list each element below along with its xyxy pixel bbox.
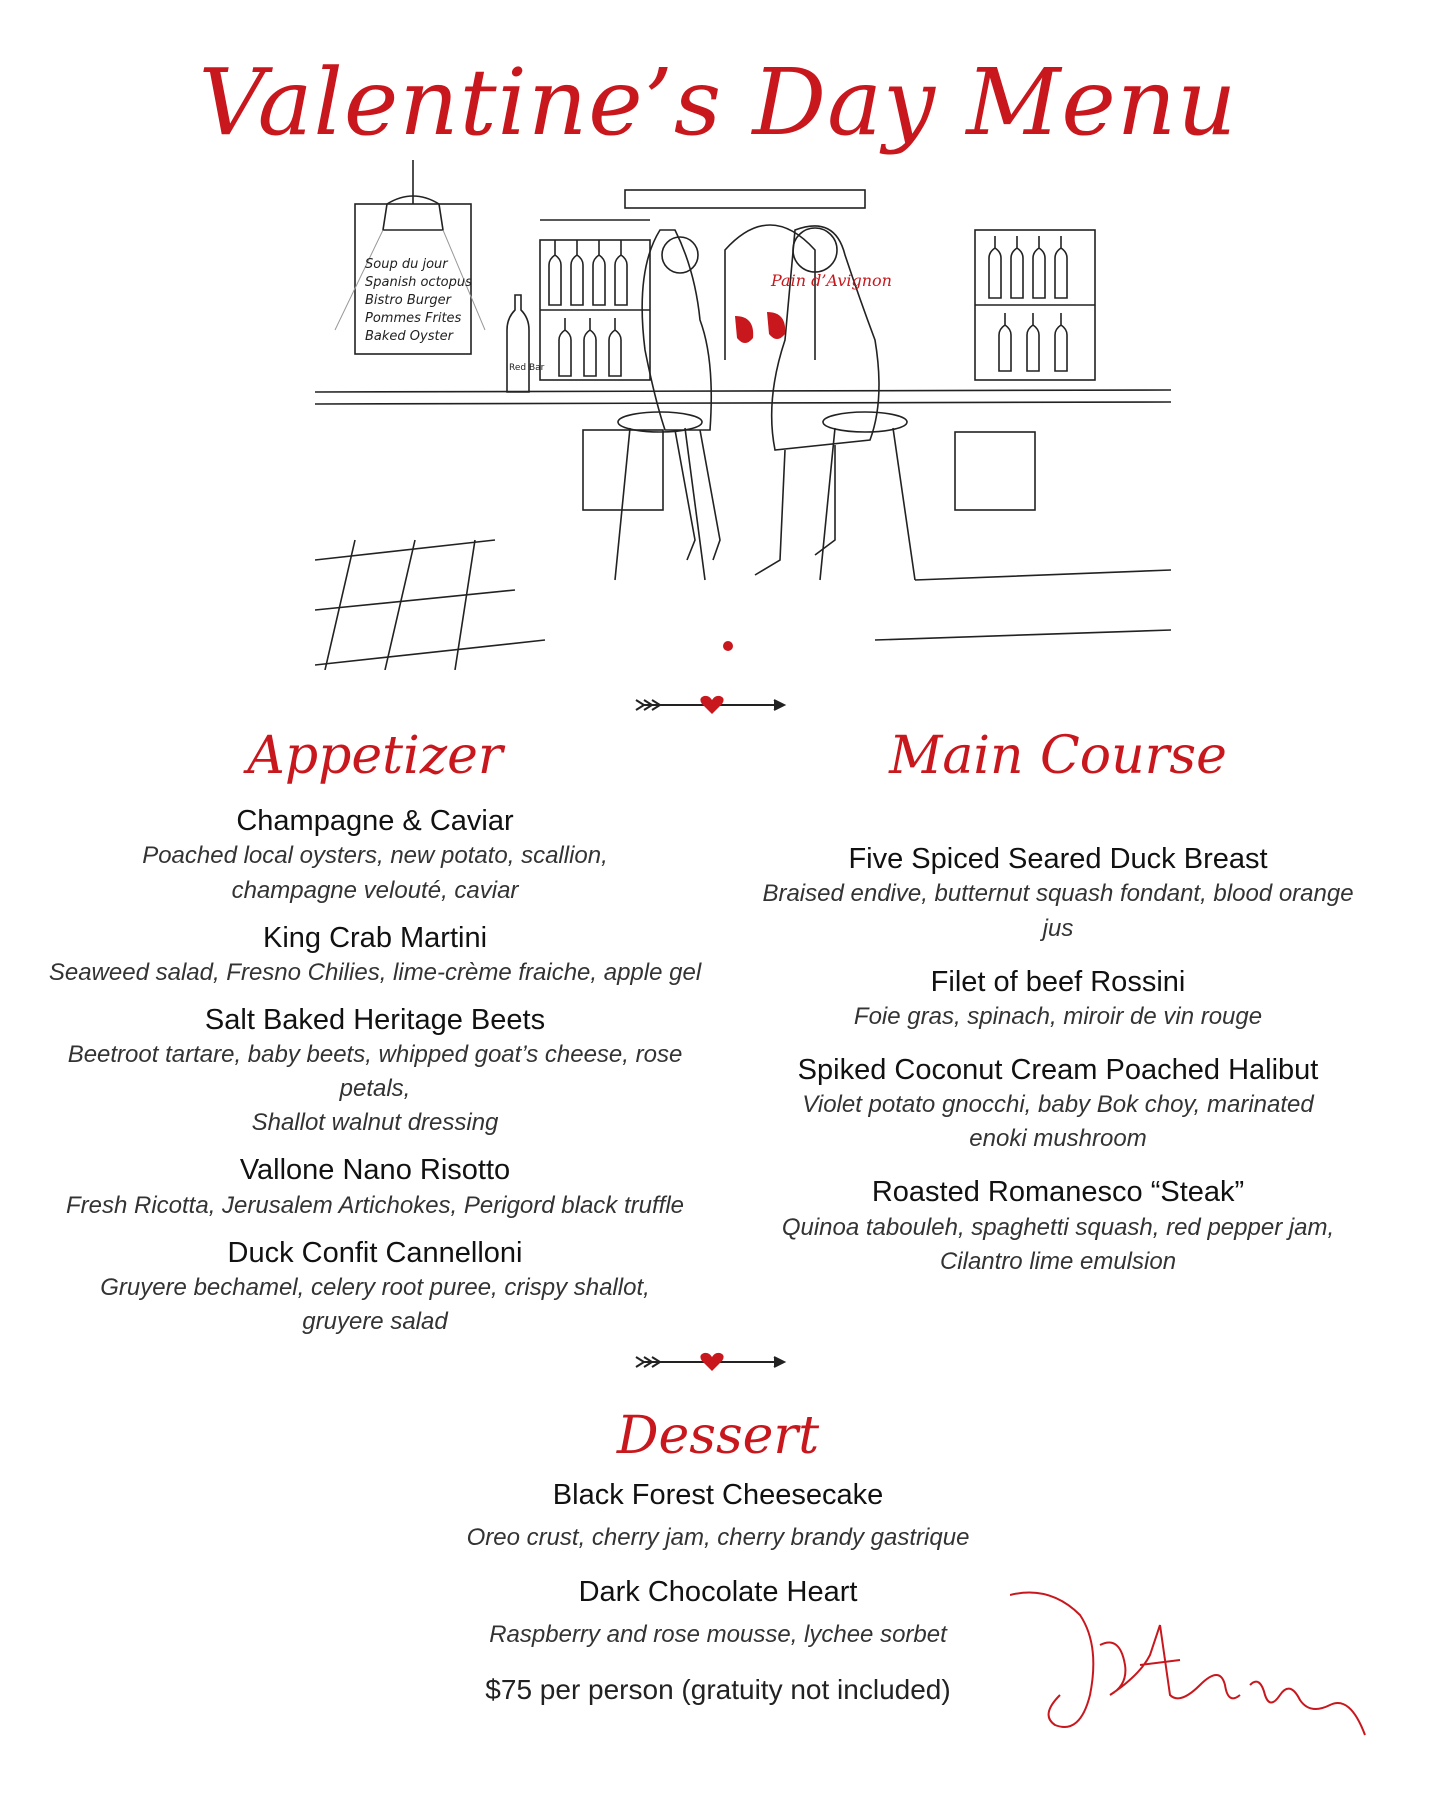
dish-name: King Crab Martini	[262, 921, 488, 954]
dish-description: Gruyere bechamel, celery root puree, crispy shallot, gruyere salad	[100, 1273, 650, 1336]
chalkboard-line-1: Soup du jour	[365, 257, 448, 272]
menu-item	[40, 920, 710, 990]
dish-name: Five Spiced Seared Duck Breast	[848, 843, 1268, 876]
window-sign: Pain d’Avignon	[771, 271, 892, 290]
menu-item	[418, 1477, 1018, 1555]
dish-description: Beetroot tartare, baby beets, whipped goat’s cheese, rose petals, Shallot walnut dressing	[67, 1041, 683, 1137]
arrow-heart-divider	[632, 692, 792, 718]
dish-name: Vallone Nano Risotto	[239, 1154, 511, 1187]
main-course-section	[748, 728, 1368, 1297]
wine-glass-left	[735, 316, 753, 343]
menu-item	[40, 1002, 710, 1140]
wine-bottle	[507, 295, 529, 392]
dish-description: Braised endive, butternut squash fondant, blood orange jus	[762, 880, 1354, 942]
man-figure	[772, 226, 879, 450]
dish-name: Roasted Romanesco “Steak”	[871, 1176, 1245, 1209]
dessert-heading: Dessert	[616, 1406, 820, 1466]
bottle-label: Red Bar	[509, 363, 545, 373]
chalkboard-line-5: Baked Oyster	[365, 329, 453, 344]
dessert-section	[418, 1408, 1018, 1706]
price-note: $75 per person (gratuity not included)	[485, 1673, 951, 1705]
menu-item	[40, 1152, 710, 1222]
menu-item	[418, 1574, 1018, 1652]
menu-item	[748, 841, 1368, 945]
woman-figure	[642, 230, 711, 430]
dish-description: Quinoa tabouleh, spaghetti squash, red pepper jam, Cilantro lime emulsion	[781, 1213, 1335, 1275]
je-taime-signature	[1010, 1585, 1370, 1765]
dish-name: Filet of beef Rossini	[930, 965, 1186, 998]
menu-title: Valentine’s Day Menu	[198, 49, 1238, 156]
appetizer-heading: Appetizer	[247, 726, 503, 786]
appetizer-section	[40, 728, 710, 1351]
arched-window	[725, 225, 815, 360]
chalkboard-line-4: Pommes Frites	[365, 311, 462, 326]
dish-description: Foie gras, spinach, miroir de vin rouge	[853, 1002, 1263, 1030]
dish-description: Raspberry and rose mousse, lychee sorbet	[489, 1620, 947, 1648]
dish-name: Salt Baked Heritage Beets	[204, 1003, 546, 1036]
dish-name: Champagne & Caviar	[236, 805, 514, 838]
chalkboard-line-3: Bistro Burger	[365, 293, 451, 308]
arrow-heart-divider	[632, 1349, 792, 1375]
dish-description: Fresh Ricotta, Jerusalem Artichokes, Perigord black truffle	[65, 1191, 684, 1219]
chalkboard-line-2: Spanish octopus	[365, 275, 472, 290]
dish-name: Duck Confit Cannelloni	[227, 1236, 523, 1269]
dish-description: Seaweed salad, Fresno Chilies, lime-crème fraiche, apple gel	[48, 958, 702, 986]
main-course-heading: Main Course	[889, 726, 1227, 786]
dish-description: Violet potato gnocchi, baby Bok choy, marinated enoki mushroom	[802, 1091, 1314, 1153]
dish-name: Black Forest Cheesecake	[552, 1479, 884, 1512]
dish-description: Oreo crust, cherry jam, cherry brandy gastrique	[466, 1524, 970, 1552]
dish-name: Spiked Coconut Cream Poached Halibut	[797, 1053, 1319, 1086]
menu-item	[40, 1235, 710, 1339]
dish-name: Dark Chocolate Heart	[578, 1575, 858, 1608]
menu-item	[748, 1174, 1368, 1278]
menu-item	[40, 803, 710, 907]
dish-description: Poached local oysters, new potato, scallion, champagne velouté, caviar	[142, 842, 608, 904]
bistro-couple-illustration	[315, 160, 1171, 670]
menu-item	[748, 964, 1368, 1034]
wine-glass-right	[767, 312, 785, 339]
menu-item	[748, 1052, 1368, 1156]
